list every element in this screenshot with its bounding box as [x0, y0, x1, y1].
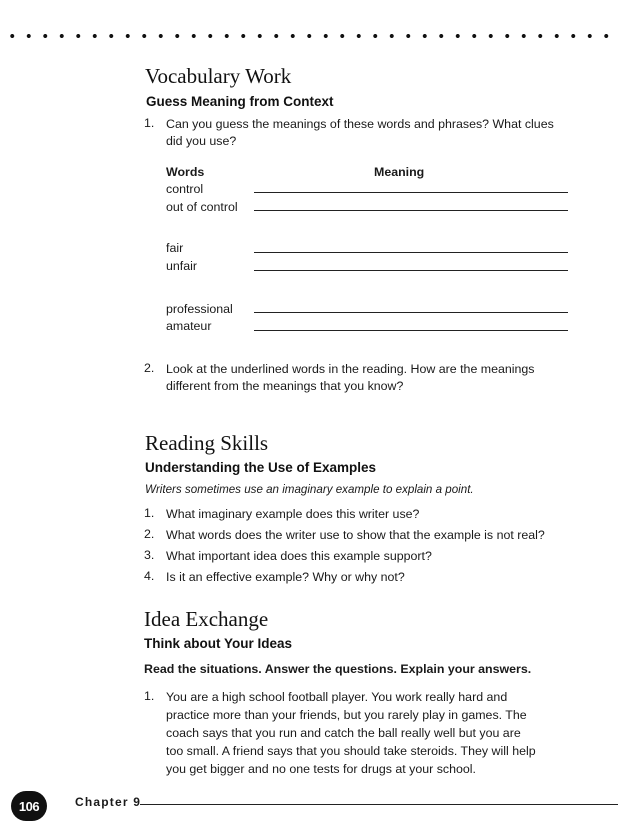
- page-number-badge: [11, 791, 47, 821]
- meaning-blank-out-of-control[interactable]: [254, 210, 568, 211]
- reading-q4-number: 4.: [144, 569, 155, 583]
- page-number: 106: [18, 798, 40, 814]
- reading-q2-number: 2.: [144, 527, 155, 541]
- reading-skills-heading: Reading Skills: [145, 431, 269, 455]
- q1-line2: did you use?: [166, 134, 237, 148]
- reading-skills-intro: Writers sometimes use an imaginary example to explain a point.: [145, 483, 474, 496]
- reading-q1-text: What imaginary example does this writer use?: [166, 507, 420, 521]
- word-professional: professional: [166, 302, 233, 316]
- chapter-label: Chapter 9: [75, 795, 142, 809]
- situation1-line4: too small. A friend says that you should take steroids. They will help: [166, 744, 536, 758]
- vocabulary-heading: Vocabulary Work: [145, 64, 292, 88]
- situation1-line2: practice more than your friends, but you rarely play in games. The: [166, 708, 527, 722]
- word-control: control: [166, 182, 204, 196]
- meaning-blank-amateur[interactable]: [254, 330, 568, 331]
- situation1-number: 1.: [144, 689, 155, 703]
- meaning-blank-control[interactable]: [254, 192, 568, 193]
- word-amateur: amateur: [166, 319, 212, 333]
- q2-line2: different from the meanings that you know?: [166, 379, 404, 393]
- meaning-blank-unfair[interactable]: [254, 270, 568, 271]
- q1-number: 1.: [144, 116, 155, 130]
- q2-line1: Look at the underlined words in the reading. How are the meanings: [166, 362, 535, 376]
- idea-exchange-instructions: Read the situations. Answer the questions. Explain your answers.: [144, 662, 532, 676]
- reading-skills-subheading: Understanding the Use of Examples: [145, 460, 377, 475]
- reading-q1-number: 1.: [144, 506, 155, 520]
- meaning-blank-professional[interactable]: [254, 312, 568, 313]
- reading-q3-number: 3.: [144, 548, 155, 562]
- idea-exchange-subheading: Think about Your Ideas: [144, 636, 293, 651]
- reading-q4-text: Is it an effective example? Why or why not?: [166, 570, 405, 584]
- situation1-line1: You are a high school football player. You work really hard and: [166, 690, 508, 704]
- footer-rule: [140, 804, 618, 805]
- situation1-line3: coach says that you run and catch the ball really well but you are: [166, 726, 521, 740]
- vocabulary-subheading: Guess Meaning from Context: [146, 94, 334, 109]
- word-out-of-control: out of control: [166, 200, 238, 214]
- reading-q3-text: What important idea does this example support?: [166, 549, 432, 563]
- word-fair: fair: [166, 241, 184, 255]
- words-column-header: Words: [166, 165, 205, 179]
- word-unfair: unfair: [166, 259, 197, 273]
- reading-q2-text: What words does the writer use to show that the example is not real?: [166, 528, 545, 542]
- q2-number: 2.: [144, 361, 155, 375]
- situation1-line5: you get bigger and no one tests for drugs at your school.: [166, 762, 476, 776]
- idea-exchange-heading: Idea Exchange: [144, 607, 269, 631]
- meaning-column-header: Meaning: [374, 165, 425, 179]
- q1-line1: Can you guess the meanings of these words and phrases? What clues: [166, 117, 554, 131]
- meaning-blank-fair[interactable]: [254, 252, 568, 253]
- dotted-border: [4, 33, 619, 39]
